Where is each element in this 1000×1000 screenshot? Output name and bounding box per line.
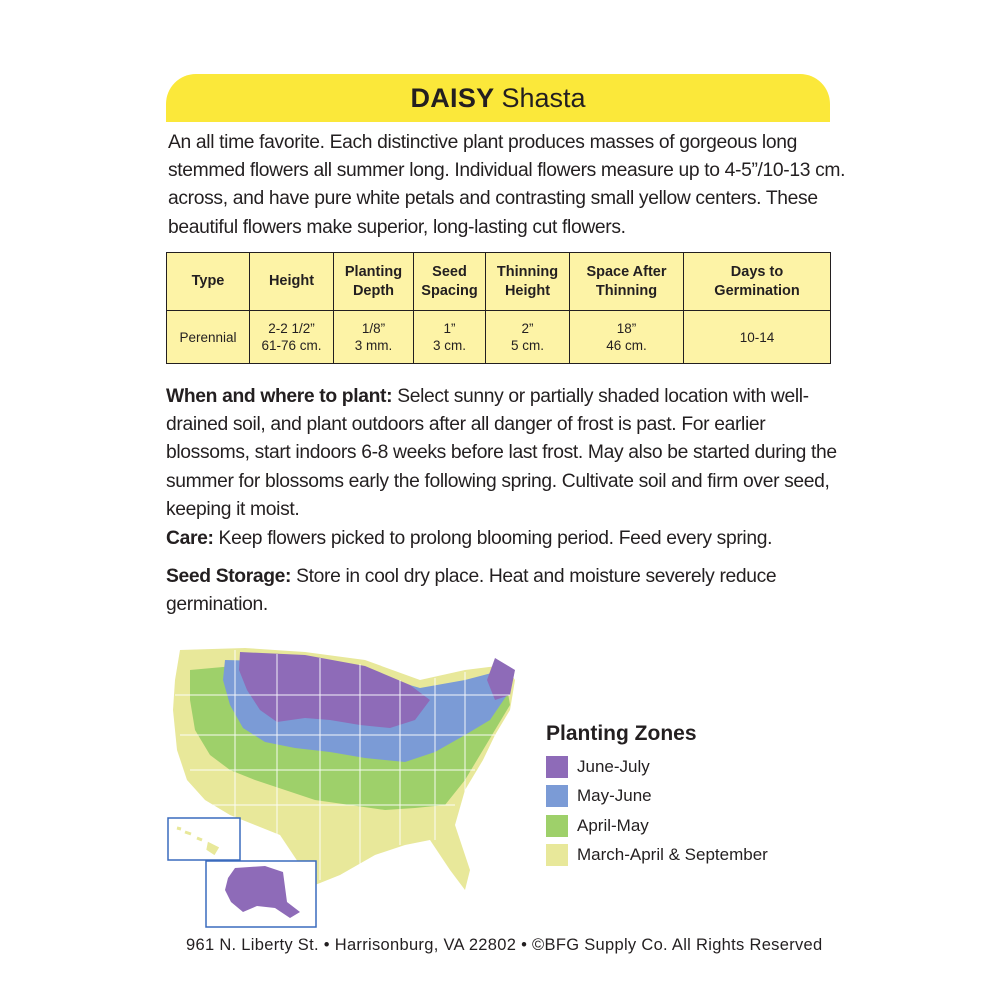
legend-label: May-June bbox=[577, 786, 652, 806]
seed-storage-paragraph bbox=[166, 563, 846, 619]
table-row bbox=[167, 311, 831, 364]
cell-spacing-cm: 3 cm. bbox=[432, 338, 466, 353]
cell-after-cm: 46 cm. bbox=[606, 338, 647, 353]
when-where-text: Select sunny or partially shaded location with well-drained soil, and plant outdoors after all danger of frost is past. For earlier blossoms, start indoors 6-8 weeks before last frost. May also be started during the summer for blossoms early the following spring. Cultivate soil and firm over seed, keeping it moist. bbox=[166, 386, 837, 520]
hawaii-inset bbox=[168, 818, 240, 860]
cell-depth-mm: 3 mm. bbox=[354, 338, 393, 353]
legend-label: June-July bbox=[577, 756, 650, 776]
legend-swatch bbox=[546, 844, 568, 866]
table-header-row bbox=[167, 253, 831, 311]
cell-days: 10-14 bbox=[684, 311, 831, 364]
cell-height-cm: 61-76 cm. bbox=[261, 338, 322, 353]
cell-spacing bbox=[414, 311, 486, 364]
header-planting-depth: Planting Depth bbox=[334, 253, 414, 311]
care-paragraph bbox=[166, 525, 846, 553]
legend-label: April-May bbox=[577, 815, 649, 835]
cell-thinning-in: 2” bbox=[521, 321, 534, 336]
intro-paragraph: An all time favorite. Each distinctive plant produces masses of gorgeous long stemmed flowers all summer long. Individual flowers measure up to 4-5”/10-13 cm. across, and have pure white petals and contrasting small yellow centers. These beautiful flowers make superior, long-lasting cut flowers. bbox=[168, 132, 846, 238]
when-where-label: When and where to plant: bbox=[166, 386, 393, 407]
legend-label: March-April & September bbox=[577, 845, 768, 865]
cell-type: Perennial bbox=[167, 311, 250, 364]
care-label: Care: bbox=[166, 528, 214, 549]
legend-item bbox=[546, 811, 806, 841]
cell-spacing-in: 1” bbox=[443, 321, 456, 336]
header-type: Type bbox=[167, 253, 250, 311]
when-where-paragraph bbox=[166, 383, 846, 524]
cell-height bbox=[250, 311, 334, 364]
legend-swatch bbox=[546, 756, 568, 778]
title-banner bbox=[166, 74, 830, 122]
cell-after-in: 18” bbox=[616, 321, 637, 336]
legend-item bbox=[546, 782, 806, 812]
legend-item bbox=[546, 752, 806, 782]
cell-thinning-cm: 5 cm. bbox=[510, 338, 544, 353]
header-thinning-height: Thinning Height bbox=[486, 253, 570, 311]
header-seed-spacing: Seed Spacing bbox=[414, 253, 486, 311]
header-days-to-germination: Days to Germination bbox=[684, 253, 831, 311]
planting-zones-legend bbox=[546, 722, 806, 870]
plant-variety: Shasta bbox=[501, 82, 586, 113]
legend-title: Planting Zones bbox=[546, 722, 697, 745]
growing-specs-table bbox=[166, 252, 831, 364]
cell-space-after bbox=[570, 311, 684, 364]
header-space-after-thinning: Space After Thinning bbox=[570, 253, 684, 311]
legend-item bbox=[546, 841, 806, 871]
cell-height-in: 2-2 1/2” bbox=[268, 321, 315, 336]
cell-thinning bbox=[486, 311, 570, 364]
seed-storage-label: Seed Storage: bbox=[166, 566, 292, 587]
footer-address: 961 N. Liberty St. • Harrisonburg, VA 22802 • ©BFG Supply Co. All Rights Reserved bbox=[186, 936, 823, 954]
plant-name: DAISY bbox=[410, 82, 495, 113]
legend-swatch bbox=[546, 785, 568, 807]
cell-depth bbox=[334, 311, 414, 364]
cell-depth-in: 1/8” bbox=[361, 321, 386, 336]
legend-swatch bbox=[546, 815, 568, 837]
us-zone-map-graphic bbox=[165, 640, 545, 930]
care-text: Keep flowers picked to prolong blooming period. Feed every spring. bbox=[213, 528, 773, 549]
planting-zone-map bbox=[165, 640, 545, 930]
seed-storage-text: Store in cool dry place. Heat and moisture severely reduce germination. bbox=[166, 566, 777, 616]
header-height: Height bbox=[250, 253, 334, 311]
